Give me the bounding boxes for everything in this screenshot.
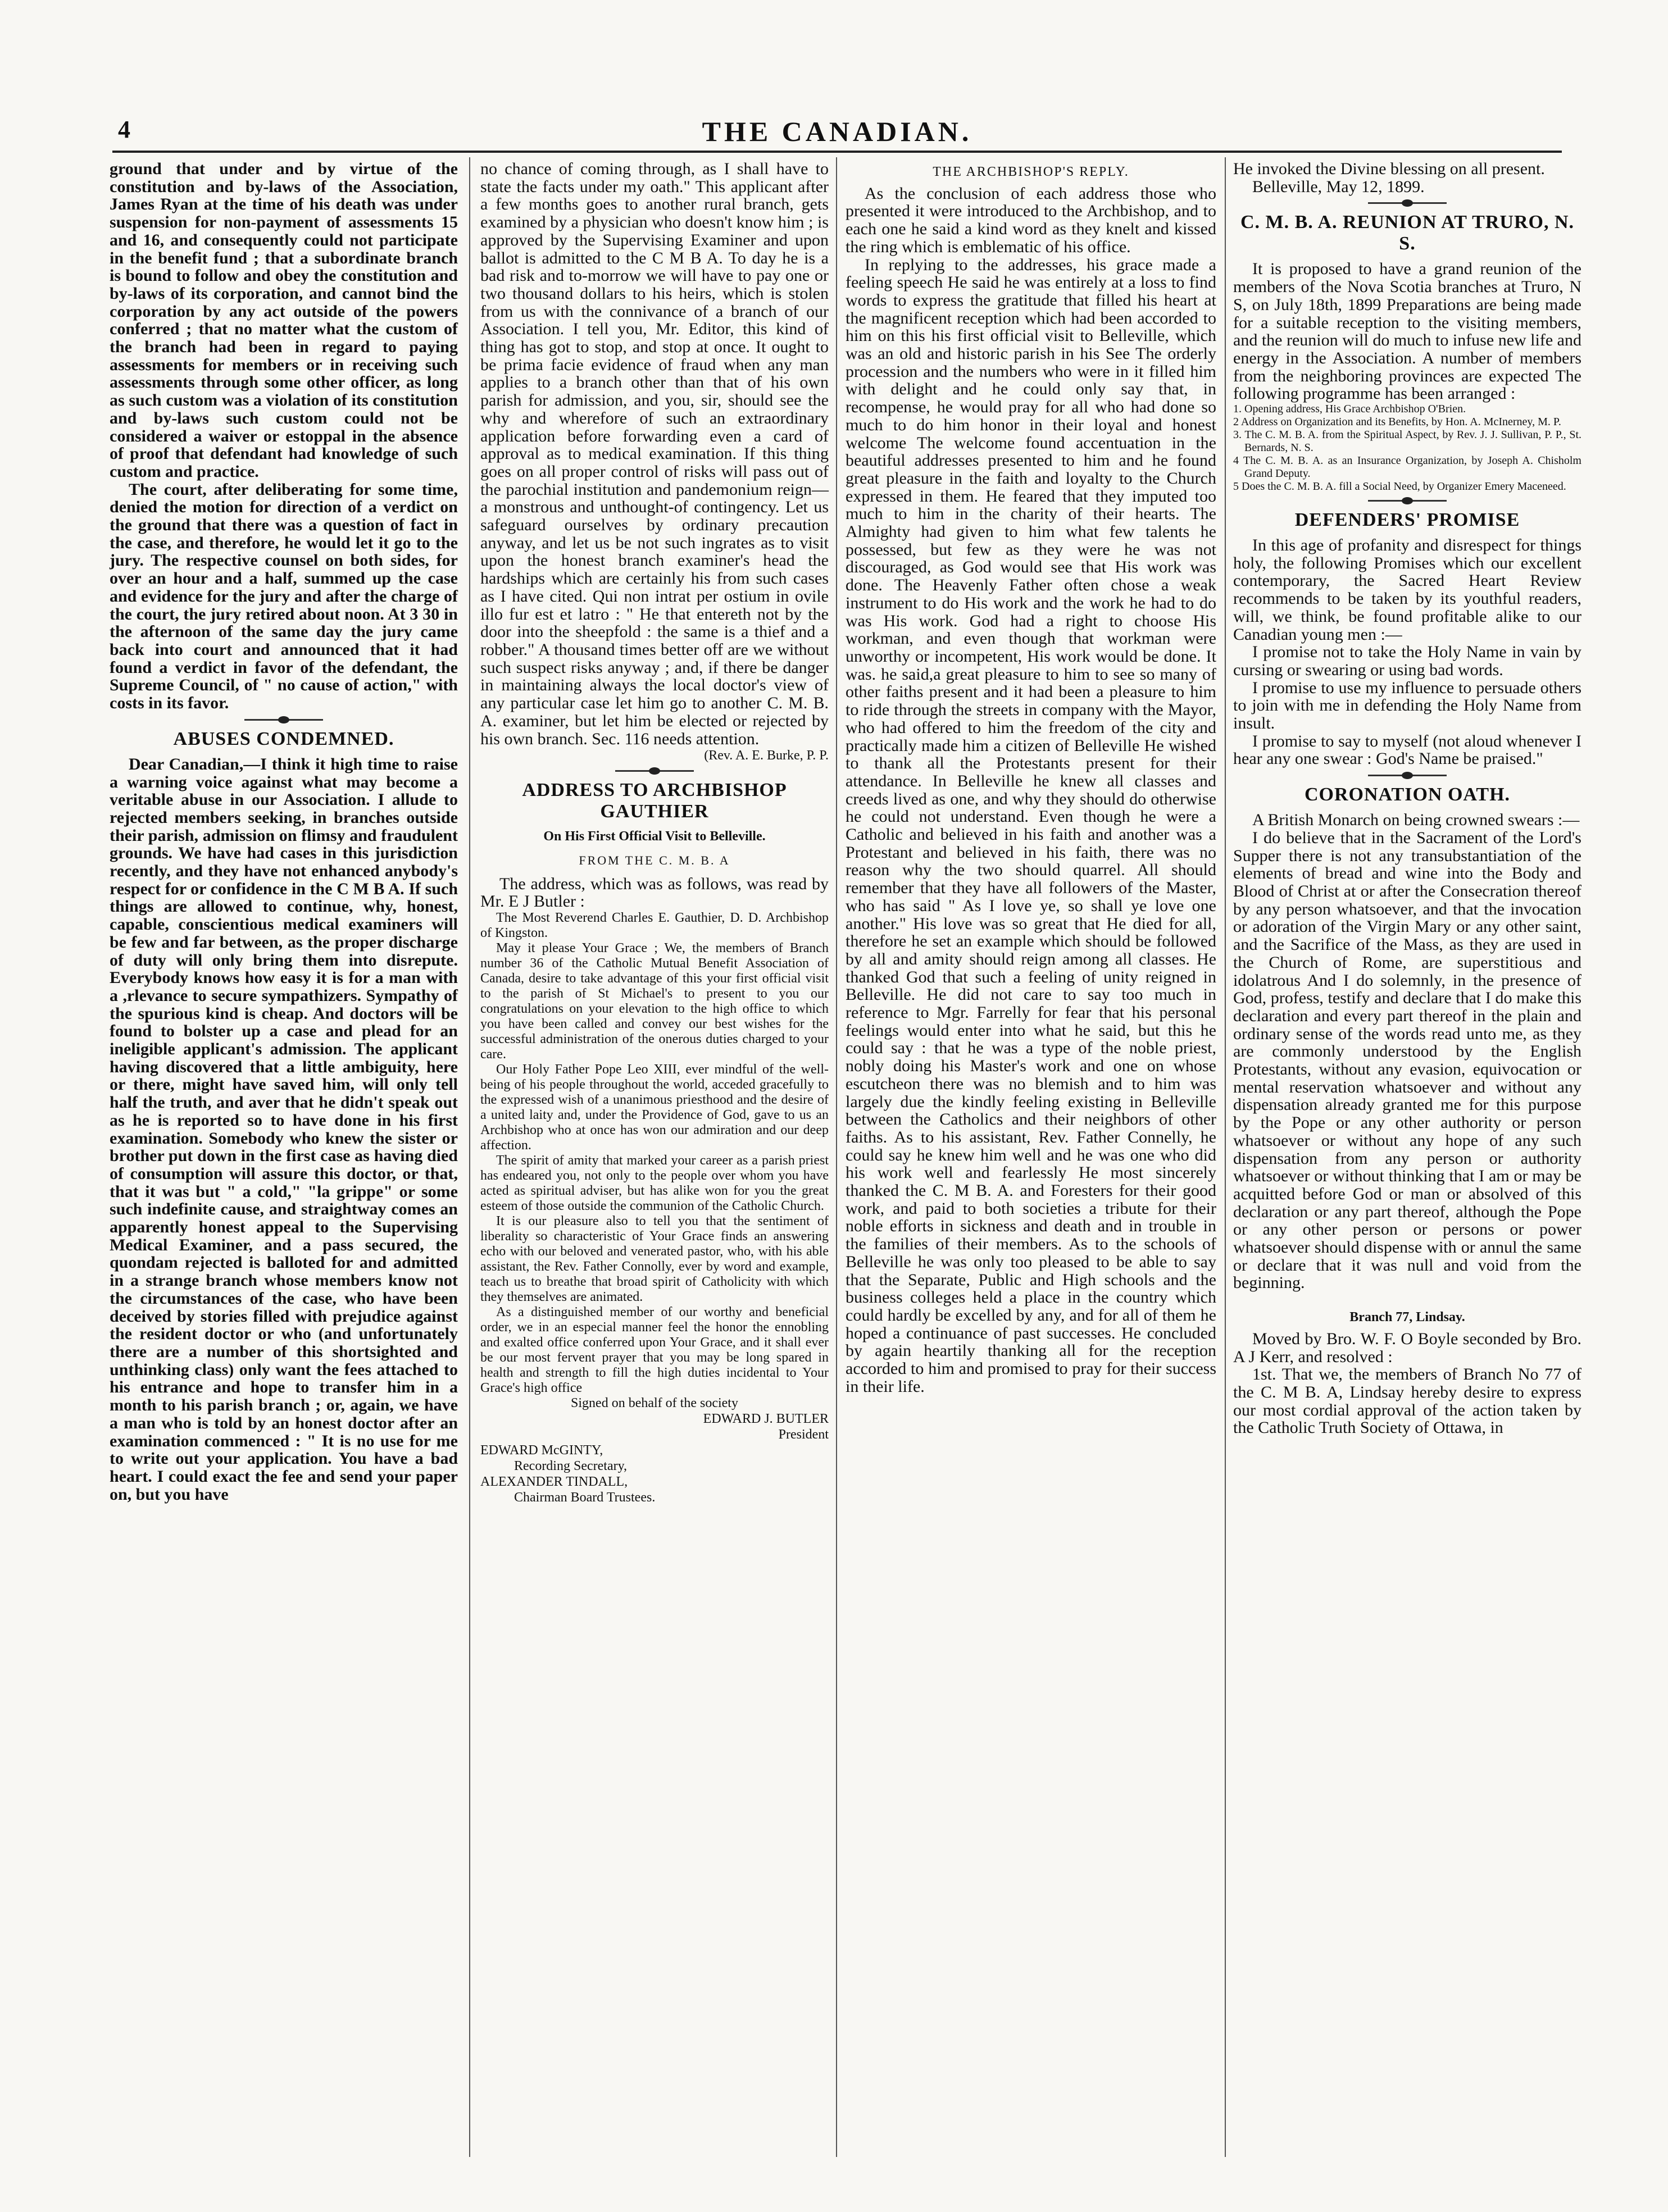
article-paragraph: I do believe that in the Sacrament of the Lord's Supper there is not any transubstantiation of the elements of bread and wine into the Body and Blood of Christ at or after the Consecration thereof by any person whatsoever, and that the invocation or adoration of the Virgin Mary or any other saint, and the Sacrifice of the Mass, as they are used in the Church of Rome, are superstitious and idolatrous And I do solemnly, in the presence of God, profess, testify and declare that I do make this declaration and every part thereof in the plain and ordinary sense of the words read unto me, as they are commonly understood by the English Protestants, without any evasion, equivocation or mental reservation whatsoever and without any dispensation already granted me for this purpose by the Pope or any other authority or person whatsoever or without any hope of any such dispensation from any person or authority whatsoever or without thinking that I am or may be acquitted before God or man or absolved of this declaration or any part thereof, although the Pope or any other person or persons or power whatsoever should dispense with or annul the same or declare that it was null and void from the beginning. xyxy=(1233,828,1581,1292)
article-paragraph: I promise not to take the Holy Name in vain by cursing or swearing or using bad words. xyxy=(1233,643,1581,679)
article-paragraph: He invoked the Divine blessing on all present. xyxy=(1233,160,1545,178)
column-divider xyxy=(1225,157,1226,2157)
signatory-name: EDWARD McGINTY, xyxy=(480,1443,603,1458)
masthead-rule xyxy=(112,151,1562,153)
signed-line: Signed on behalf of the society xyxy=(571,1396,738,1411)
address-paragraph: As a distinguished member of our worthy and beneficial order, we in an especial manner feel the honor the ennobling and exalted office conferred upon Your Grace, and it shall ever be our most fervent prayer that you may be long spared in health and strength to fill the high duties incidental to Your Grace's high office xyxy=(480,1305,829,1396)
article-source: FROM THE C. M. B. A xyxy=(579,853,730,867)
masthead xyxy=(107,115,1567,149)
column-divider xyxy=(469,157,470,2157)
article-paragraph: It is proposed to have a grand reunion of the members of the Nova Scotia branches at Truro, N S, on July 18th, 1899 Preparations are being made for a suitable reception to the visiting members, and the reunion will do much to infuse new life and energy in the Association. A number of members from the neighboring provinces are expected The following programme has been arranged : xyxy=(1233,260,1581,403)
article-paragraph: In replying to the addresses, his grace made a feeling speech He said he was entirely at a loss to find words to express the gratitude that filled his heart at the magnificent reception which had been accorded to him on this his first official visit to Belleville, which was an old and historic parish in his See The orderly procession and the numbers who were in it filled him with delight and he could only say that, in recompense, he would pray for all who had done so much to do him honor in their loyal and honest welcome The welcome found accentuation in the beautiful addresses presented to him and he found great pleasure in the faith and loyalty to the Church expressed in them. He feared that they imputed too much to him in the charity of their hearts. The Almighty had given to him what few talents he possessed, but few as they were he was not discouraged, as God would see that His work was done. The Heavenly Father often chose a weak instrument to do His work and the work he had to do was His work. God had a right to choose His workman, and even though that workman were unworthy or incompetent, His work would be done. It was. he said,a great pleasure to him to see so many of other faiths present and it had been a pleasure to him to ride through the streets in company with the Mayor, who had offered to him the freedom of the city and practically made him a citizen of Belleville He wished to thank all the Protestants present for their attendance. In Belleville he knew all classes and creeds lived as one, and why they should do otherwise he could not understand. Even though he were a Catholic and believed in his faith and another was a Protestant and believed in his faith, there was no reason why the two should quarrel. All should remember that they have all followers of the Master, who has said " As I love ye, so shall ye love one another." His love was so great that He died for all, therefore he set an example which should be followed by all and amity should reign among all classes. He thanked God that such a feeling of unity reigned in Belleville. He did not care to say too much in reference to Mgr. Farrelly for fear that his personal feelings would enter into what he said, but this he could say : that he was a type of the noble priest, nobly doing his Master's work and one on whose escutcheon there was no blemish and to him was largely due the kindly feeling existing in Belleville between the Catholics and their neighbors of other faiths. As to his assistant, Rev. Father Connelly, he could say he knew him well and he was one who did his work well and fearlessly He most sincerely thanked the C. M B. A. and Foresters for their good work, and paid to both societies a tribute for their noble efforts in sickness and death and in trouble in the families of their members. As to the schools of Belleville he was only too pleased to be able to say that the Separate, Public and High schools and the business colleges held a place in the country which could hardly be excelled by any, and for all of them he hoped a continuance of past successes. He concluded by again heartily thanking all for the reception accorded to him and promised to pray for their success in their life. xyxy=(846,255,1216,1396)
article-heading: DEFENDERS' PROMISE xyxy=(1294,509,1520,531)
section-divider xyxy=(1368,202,1447,204)
article-paragraph: ground that under and by virtue of the constitution and by-laws of the Association, James Ryan at the time of his death was under suspension for non-payment of assessments 15 and 16, and consequently could not participate in the benefit fund ; that a subordinate branch is bound to follow and obey the constitution and by-laws of its corporation, and cannot bind the corporation by any act outside of the powers conferred ; that no matter what the custom of the branch had been in regard to paying assessments for members or in receiving such assessments through some other officer, as long as such custom was a violation of its constitution and by-laws such custom could not be considered a waiver or estoppal in the absence of proof that defendant had knowledge of such custom and practice. xyxy=(110,160,458,481)
column-3 xyxy=(846,160,1216,1396)
column-4 xyxy=(1233,160,1581,1437)
article-paragraph: 1st. That we, the members of Branch No 77 of the C. M B. A, Lindsay hereby desire to express our most cordial approval of the action taken by the Catholic Truth Society of Ottawa, in xyxy=(1233,1365,1581,1437)
address-paragraph: May it please Your Grace ; We, the members of Branch number 36 of the Catholic Mutual Benefit Association of Canada, desire to take advantage of this your first official visit to the parish of St Michael's to present to you our congratulations on your elevation to the high office to which you have been called and convey our best wishes for the successful administration of the onerous duties charged to your care. xyxy=(480,941,829,1062)
column-divider xyxy=(836,157,837,2157)
article-paragraph: Dear Canadian,—I think it high time to raise a warning voice against what may become a veritable abuse in our Association. I allude to rejected members seeking, in branches outside their parish, admission on flimsy and fraudulent grounds. We have had cases in this jurisdiction recently, and they have not enhanced anybody's respect for or confidence in the C M B A. If such things are allowed to continue, why, honest, capable, conscientious medical examiners will be few and far between, as the proper discharge of duty will only bring them into disrepute. Everybody knows how easy it is for a man with a ,rlevance to secure sympathizers. Sympathy of the spurious kind is cheap. And doctors will be found to bolster up a case and plead for an ineligible applicant's admission. The applicant having discovered that a little ambiguity, here or there, might have saved him, will only tell half the truth, and aver that he didn't speak out as he is reported so to have done in his first examination. Somebody who knew the sister or brother put down in the first case as having died of consumption will assure this doctor, or that, that it was but " a cold," "la grippe" or some such indefinite cause, and straightway comes an apparently honest appeal to the Supervising Medical Examiner, and a pass secured, the quondam rejected is balloted for and admitted in a strange branch whose members know not the circumstances of the case, who have been deceived by stories filled with prejudice against the resident doctor or who (and unfortunately there are a number of this shortsighted and unthinking class) only want the fees attached to his entrance and hope to transfer him in a month to his parish branch ; or, again, we have a man who is told by an honest doctor after an examination commenced : " It is no use for me to write out your application. You have a bad heart. I could exact the fee and send your paper on, but you have xyxy=(110,754,458,1504)
article-paragraph: no chance of coming through, as I shall have to state the facts under my oath." This applicant after a few months goes to another rural branch, gets examined by a physician who doesn't know him ; is approved by the Supervising Examiner and upon ballot is admitted to the C M B A. To day he is a bad risk and to-morrow we will have to pay one or two thousand dollars to his heirs, which is stolen from us with the connivance of a branch of our Association. I tell you, Mr. Editor, this kind of thing has got to stop, and stop at once. It ought to be prima facie evidence of fraud when any man applies to a branch other than that of his own parish for admission, and you, sir, should see the why and wherefore of such an extraordinary application before forwarding even a card of approval as to medical examination. If this thing goes on all proper control of risks will pass out of the parochial institution and pandemonium reign—a monstrous and unthought-of contingency. Let us safeguard ourselves by ordinary precaution anyway, and let us be not such ingrates as to visit upon the honest branch examiner's head the hardships which are certainly his from such cases as I have cited. Qui non intrat per ostium in ovile illo fur est et latro : " He that entereth not by the door into the sheepfold : the same is a thief and a robber." A thousand times better off are we without such suspect risks anyway ; and, if there be danger in maintaining always the local doctor's view of any particular case let him go to another C. M. B. A. examiner, but let him be elected or rejected by his own branch. Sec. 116 needs attention. xyxy=(480,160,829,748)
address-paragraph: The spirit of amity that marked your career as a parish priest has endeared you, not only to the people over whom you have acted as spiritual adviser, but has alike won for you the great esteem of those outside the communion of the Catholic Church. xyxy=(480,1153,829,1214)
signatory-title: Chairman Board Trustees. xyxy=(514,1490,656,1505)
column-1 xyxy=(110,160,458,1503)
section-divider xyxy=(244,719,323,721)
article-paragraph: In this age of profanity and disrespect for things holy, the following Promises which our excellent contemporary, the Sacred Heart Review recommends to be taken by its youthful readers, will, we think, be found profitable alike to our Canadian young men :— xyxy=(1233,536,1581,644)
address-paragraph: Our Holy Father Pope Leo XIII, ever mindful of the well-being of his people throughout the world, acceded gracefully to the expressed wish of a unanimous priesthood and the desire of a united laity and, under the Providence of God, gave to us an Archbishop who at once has won our admiration and our deep affection. xyxy=(480,1062,829,1153)
article-paragraph: Moved by Bro. W. F. O Boyle seconded by Bro. A J Kerr, and resolved : xyxy=(1233,1329,1581,1366)
section-divider xyxy=(1368,775,1447,776)
paper-name: THE CANADIAN. xyxy=(702,116,972,147)
address-paragraph: It is our pleasure also to tell you that the sentiment of liberality so characteristic of Your Grace finds an answering echo with our beloved and venerated pastor, who, with his able assistant, the Rev. Father Connolly, ever by word and example, teach us to breathe that broad spirit of Catholicity with which they themselves are animated. xyxy=(480,1214,829,1305)
article-heading: ABUSES CONDEMNED. xyxy=(173,728,394,749)
article-paragraph: The address, which was as follows, was read by Mr. E J Butler : xyxy=(480,874,829,911)
signatory-name: EDWARD J. BUTLER xyxy=(703,1412,829,1427)
signatory-title: President xyxy=(778,1427,829,1442)
programme-item: 2 Address on Organization and its Benefits, by Hon. A. McInerney, M. P. xyxy=(1233,416,1561,429)
signature: (Rev. A. E. Burke, P. P. xyxy=(704,748,829,763)
programme-list xyxy=(1233,403,1581,493)
address-paragraph: The Most Reverend Charles E. Gauthier, D. D. Archbishop of Kingston. xyxy=(480,911,829,941)
programme-item: 5 Does the C. M. B. A. fill a Social Need, by Organizer Emery Maceneed. xyxy=(1233,480,1566,493)
column-2 xyxy=(480,160,829,1505)
article-heading: C. M. B. A. REUNION AT TRURO, N. S. xyxy=(1240,212,1574,254)
article-paragraph: As the conclusion of each address those who presented it were introduced to the Archbishop, and to each one he said a kind word as they knelt and kissed the ring which is emblematic of his office. xyxy=(846,184,1216,256)
article-heading: THE ARCHBISHOP'S REPLY. xyxy=(933,165,1129,179)
signatory-name: ALEXANDER TINDALL, xyxy=(480,1474,628,1490)
article-date: Belleville, May 12, 1899. xyxy=(1252,177,1425,196)
page-number: 4 xyxy=(118,116,130,143)
section-divider xyxy=(1368,500,1447,502)
article-subheading: On His First Official Visit to Belleville. xyxy=(543,829,766,844)
section-divider xyxy=(615,770,694,772)
article-paragraph: I promise to say to myself (not aloud whenever I hear any one swear : God's Name be praised." xyxy=(1233,731,1581,768)
programme-item: 1. Opening address, His Grace Archbishop O'Brien. xyxy=(1233,403,1466,416)
article-paragraph: I promise to use my influence to persuade others to join with me in defending the Holy Name from insult. xyxy=(1233,678,1581,733)
article-heading: Branch 77, Lindsay. xyxy=(1349,1310,1465,1325)
programme-item: 3. The C. M. B. A. from the Spiritual Aspect, by Rev. J. J. Sullivan, P. P., St. Bernards, N. S. xyxy=(1233,429,1581,454)
programme-item: 4 The C. M. B. A. as an Insurance Organization, by Joseph A. Chisholm Grand Deputy. xyxy=(1233,454,1581,480)
article-heading: ADDRESS TO ARCHBISHOP GAUTHIER xyxy=(522,780,787,822)
article-paragraph: The court, after deliberating for some time, denied the motion for direction of a verdict on the ground that there was a question of fact in the case, and therefore, he would let it go to the jury. The respective counsel on both sides, for over an hour and a half, summed up the case and evidence for the jury and after the charge of the court, the jury retired about noon. At 3 30 in the afternoon of the same day the jury came back into court and announced that it had found a verdict in favor of the defendant, the Supreme Council, of " no cause of action," with costs in its favor. xyxy=(110,480,458,713)
article-heading: CORONATION OATH. xyxy=(1304,784,1511,805)
signatory-title: Recording Secretary, xyxy=(514,1459,628,1474)
address-text xyxy=(480,911,829,1505)
article-paragraph: A British Monarch on being crowned swears :— xyxy=(1252,811,1580,830)
